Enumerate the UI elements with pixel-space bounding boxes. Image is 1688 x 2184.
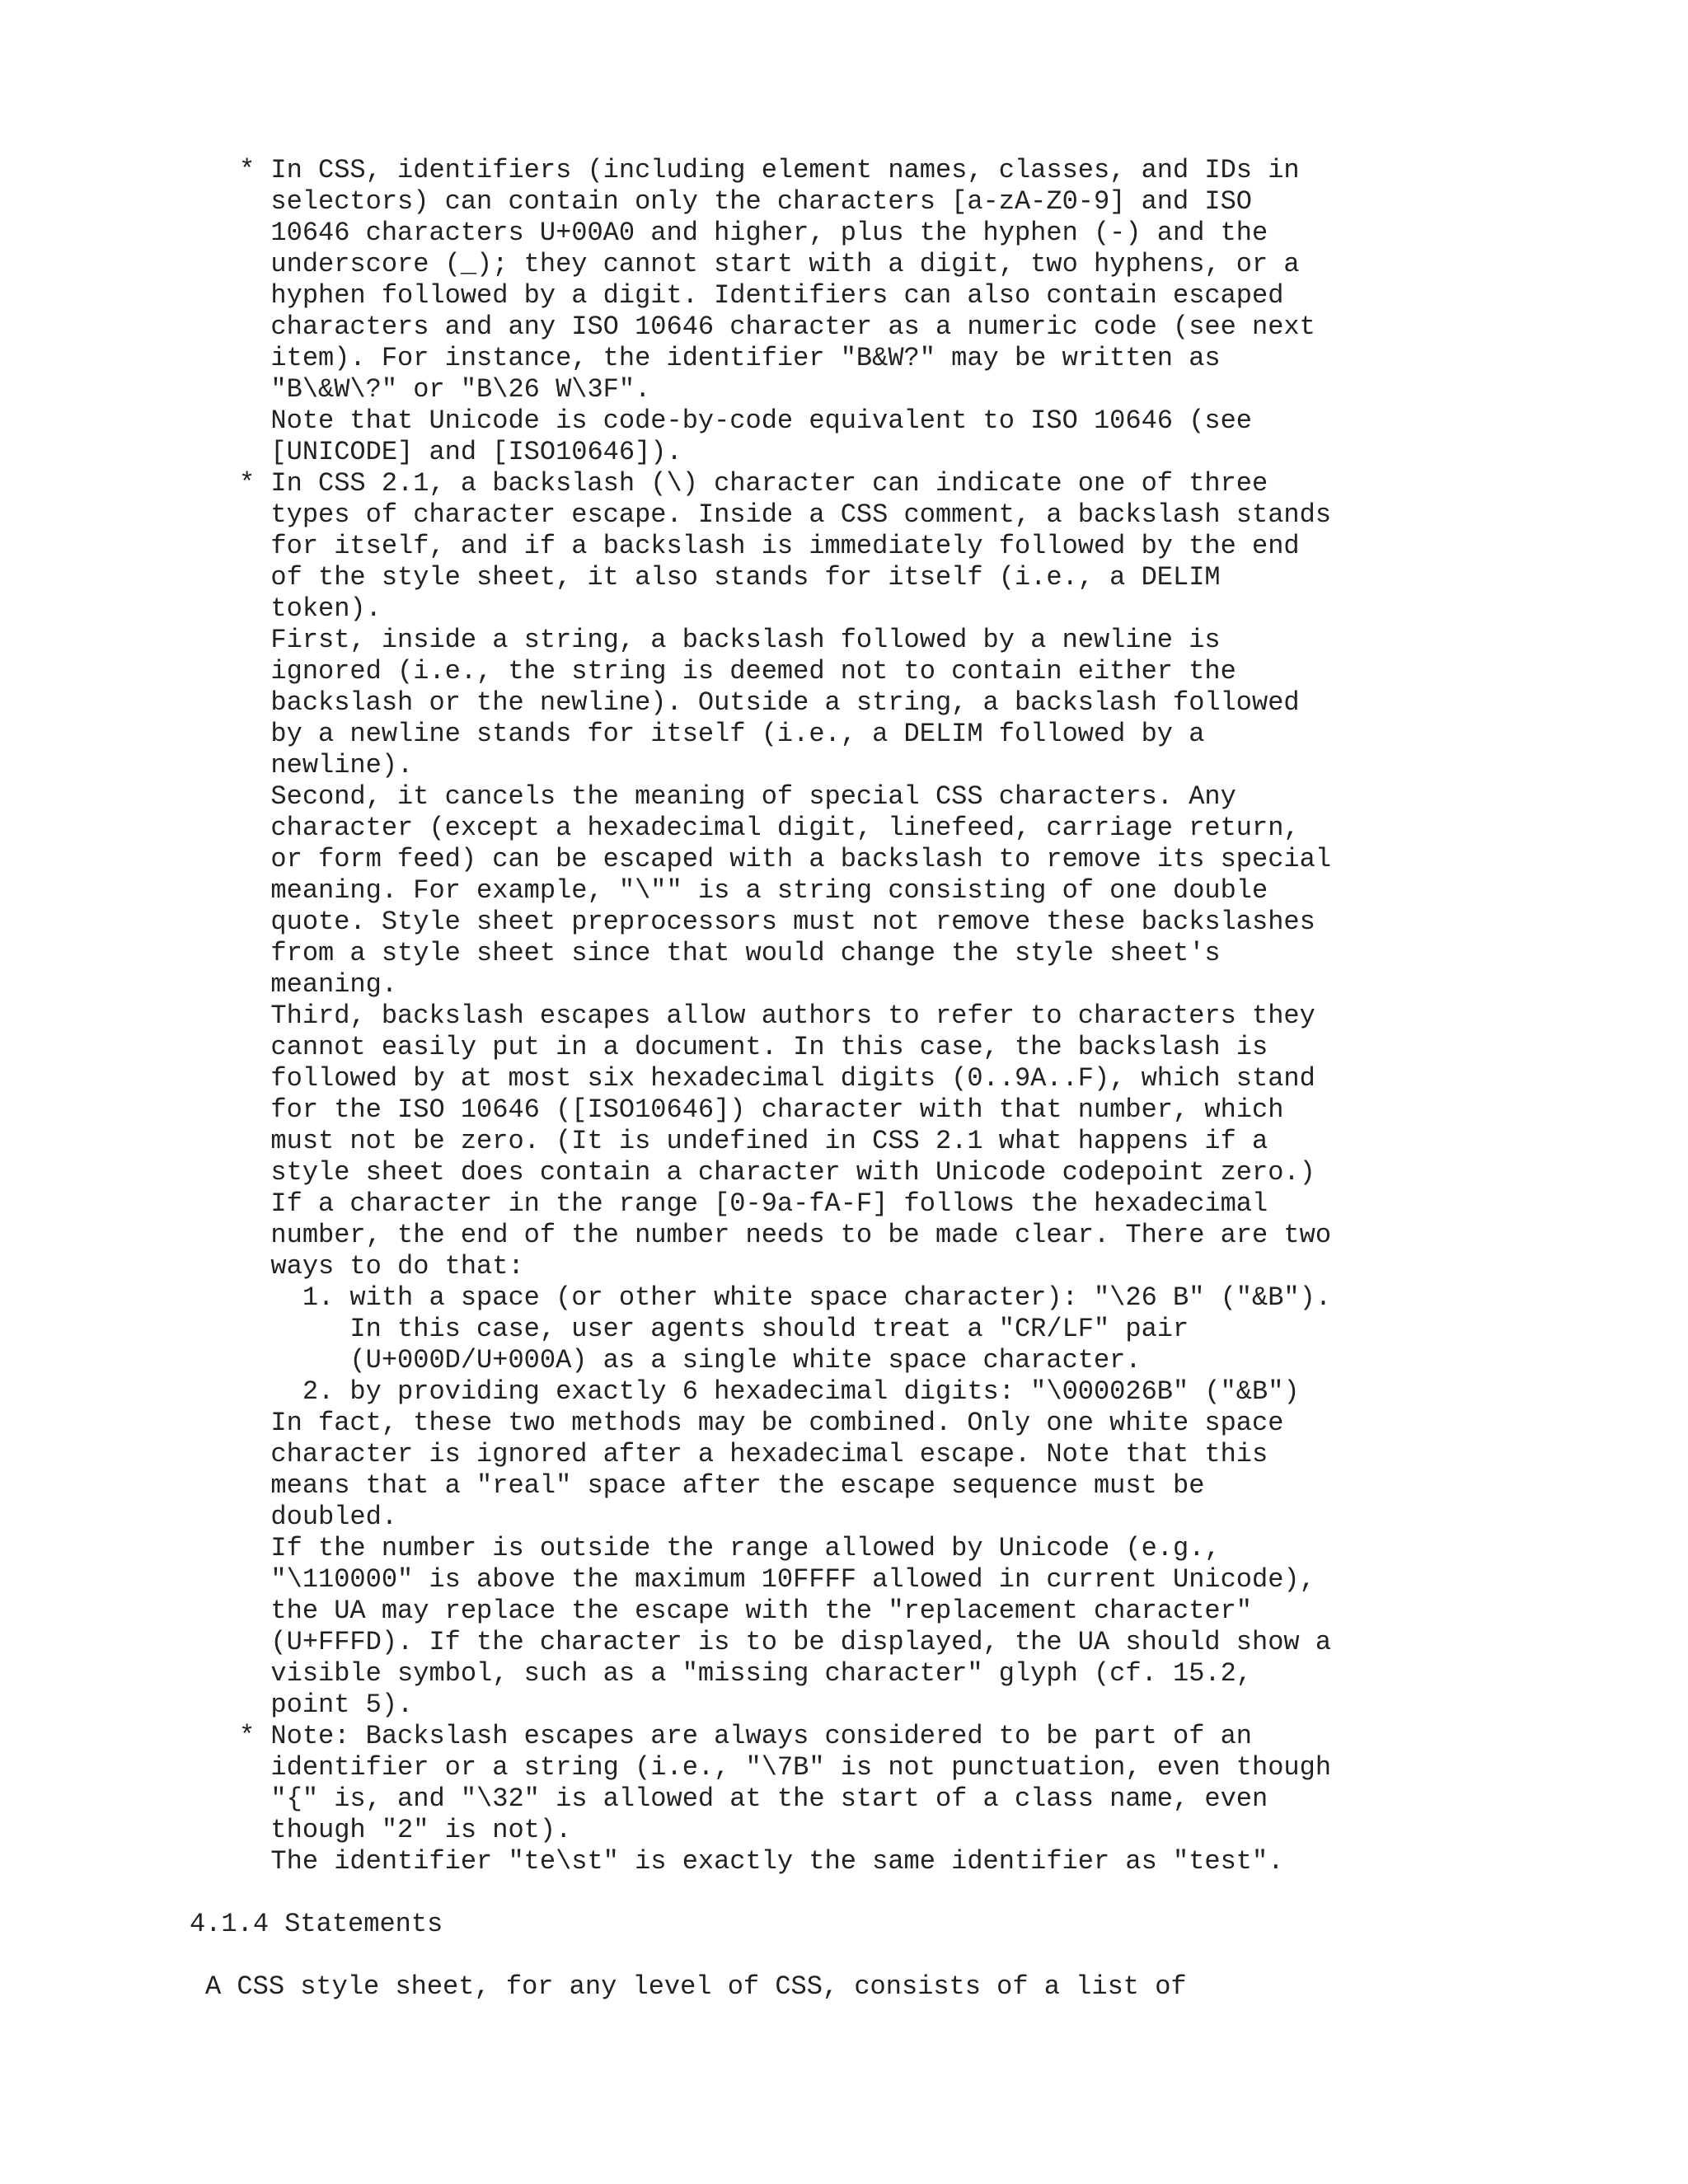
text-line: If a character in the range [0-9a-fA-F] follows the hexadecimal <box>239 1188 1268 1219</box>
text-line: "{" is, and "\32" is allowed at the start of a class name, even <box>239 1783 1268 1814</box>
text-line: selectors) can contain only the characters [a-zA-Z0-9] and ISO <box>239 186 1252 217</box>
text-line: 2. by providing exactly 6 hexadecimal digits: "\000026B" ("&B") <box>239 1376 1300 1407</box>
text-line: * Note: Backslash escapes are always considered to be part of an <box>239 1721 1252 1751</box>
text-line: for itself, and if a backslash is immediately followed by the end <box>239 531 1300 561</box>
text-line: * In CSS 2.1, a backslash (\) character can indicate one of three <box>239 468 1268 499</box>
text-line: must not be zero. (It is undefined in CSS 2.1 what happens if a <box>239 1126 1268 1156</box>
text-line: by a newline stands for itself (i.e., a DELIM followed by a <box>239 719 1205 749</box>
section-heading: 4.1.4 Statements <box>190 1909 443 1939</box>
text-line: First, inside a string, a backslash followed by a newline is <box>239 625 1221 655</box>
text-line: 10646 characters U+00A0 and higher, plus the hyphen (-) and the <box>239 218 1268 248</box>
text-line: 1. with a space (or other white space character): "\26 B" ("&B"). <box>239 1282 1332 1313</box>
text-line: style sheet does contain a character with Unicode codepoint zero.) <box>239 1157 1315 1188</box>
text-line: * In CSS, identifiers (including element names, classes, and IDs in <box>239 155 1300 185</box>
text-line: ignored (i.e., the string is deemed not to contain either the <box>239 656 1236 687</box>
text-line: character is ignored after a hexadecimal escape. Note that this <box>239 1439 1268 1469</box>
text-line: quote. Style sheet preprocessors must not remove these backslashes <box>239 907 1315 937</box>
text-line: "\110000" is above the maximum 10FFFF allowed in current Unicode), <box>239 1564 1315 1595</box>
text-line: [UNICODE] and [ISO10646]). <box>239 437 682 467</box>
paragraph-text: A CSS style sheet, for any level of CSS, consists of a list of <box>205 1971 1187 2002</box>
text-line: "B\&W\?" or "B\26 W\3F". <box>239 374 651 405</box>
text-line: hyphen followed by a digit. Identifiers can also contain escaped <box>239 280 1284 311</box>
text-line: means that a "real" space after the escape sequence must be <box>239 1470 1205 1501</box>
text-line: from a style sheet since that would change the style sheet's <box>239 938 1221 968</box>
text-line: doubled. <box>239 1502 398 1532</box>
text-line: backslash or the newline). Outside a string, a backslash followed <box>239 687 1300 718</box>
text-line: for the ISO 10646 ([ISO10646]) character with that number, which <box>239 1094 1284 1125</box>
text-line: In fact, these two methods may be combined. Only one white space <box>239 1408 1284 1438</box>
text-line: Third, backslash escapes allow authors to refer to characters they <box>239 1001 1315 1031</box>
text-line: the UA may replace the escape with the "replacement character" <box>239 1596 1252 1626</box>
text-line: or form feed) can be escaped with a backslash to remove its special <box>239 844 1332 874</box>
text-line: Note that Unicode is code-by-code equivalent to ISO 10646 (see <box>239 405 1252 436</box>
text-line: number, the end of the number needs to be made clear. There are two <box>239 1220 1332 1250</box>
text-line: Second, it cancels the meaning of special CSS characters. Any <box>239 781 1236 812</box>
text-line: item). For instance, the identifier "B&W?" may be written as <box>239 343 1221 373</box>
text-line: If the number is outside the range allowed by Unicode (e.g., <box>239 1533 1221 1563</box>
text-line: of the style sheet, it also stands for itself (i.e., a DELIM <box>239 562 1221 593</box>
text-line: token). <box>239 593 382 624</box>
text-line: ways to do that: <box>239 1251 524 1282</box>
text-line: The identifier "te\st" is exactly the same identifier as "test". <box>239 1846 1284 1877</box>
text-line: types of character escape. Inside a CSS comment, a backslash stands <box>239 499 1332 530</box>
text-line: character (except a hexadecimal digit, linefeed, carriage return, <box>239 813 1300 843</box>
text-line: followed by at most six hexadecimal digits (0..9A..F), which stand <box>239 1063 1315 1094</box>
text-line: cannot easily put in a document. In this case, the backslash is <box>239 1032 1268 1062</box>
text-line: though "2" is not). <box>239 1815 572 1845</box>
text-line: identifier or a string (i.e., "\7B" is not punctuation, even though <box>239 1752 1332 1783</box>
text-line: meaning. <box>239 969 398 1000</box>
text-line: (U+000D/U+000A) as a single white space character. <box>239 1345 1142 1376</box>
text-line: meaning. For example, "\"" is a string consisting of one double <box>239 875 1268 906</box>
text-line: underscore (_); they cannot start with a digit, two hyphens, or a <box>239 249 1300 279</box>
text-line: In this case, user agents should treat a "CR/LF" pair <box>239 1314 1189 1344</box>
text-line: point 5). <box>239 1690 414 1720</box>
text-line: visible symbol, such as a "missing character" glyph (cf. 15.2, <box>239 1658 1252 1689</box>
text-line: characters and any ISO 10646 character as a numeric code (see next <box>239 312 1315 342</box>
text-line: (U+FFFD). If the character is to be displayed, the UA should show a <box>239 1627 1332 1657</box>
text-line: newline). <box>239 750 414 780</box>
